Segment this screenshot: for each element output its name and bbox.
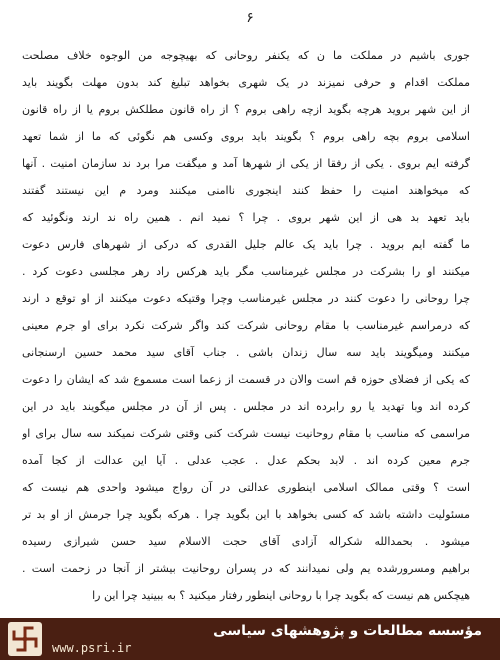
text-line: که میخواهند امنیت را حفظ کنند اینجوری ناامنی میکنند ومرد م این نیستند گفتند	[22, 184, 470, 197]
document-body	[22, 42, 470, 609]
text-line: که درمراسم غیرمناسب با مقام روحانی شرکت کند واگر شرکت نکرد برای او جرم معینی	[22, 319, 470, 332]
text-line: مملکت اقدام و حرفی نمیزند در یک شهری بخواهد تبلیغ کند بدون مهلت بگویند باید	[22, 76, 470, 89]
text-line: میشود . بحمدالله شکراله آزادی آقای حجت الاسلام سید حسن شیرازی رسیده	[22, 535, 470, 548]
text-line: کرده اند وبا تهدید یا رو رابرده اند در مجلس . پس از آن در مجلس میگویند باید در این	[22, 400, 470, 413]
page-number: ۶	[246, 10, 254, 26]
text-line: ما گفته ایم بروید . چرا باید یک عالم جلیل القدری که درکی از شهرهای فارس دعوت	[22, 238, 470, 251]
text-line: جوری باشیم در مملکت ما ن که یکنفر روحانی که بهیچوجه من الوجوه خلاف مصلحت	[22, 49, 470, 62]
text-line: میکنند ومیگویند باید سه سال زندان باشی . جناب آقای سید محمد حسین ارسنجانی	[22, 346, 470, 359]
text-line: چرا روحانی را دعوت کنند در مجلس غیرمناسب وچرا وقتیکه دعوت میکنند از او توقع د ارند	[22, 292, 470, 305]
text-line: براهیم ومسرورشده یم ولی نمیدانند که در پسران روحانیت بیشتر از آنجا در زحمت است .	[22, 562, 470, 575]
text-line: جرم معین کرده اند . لابد بحکم عدل . عجب عدلی . آیا این عدالت از کجا آمده	[22, 454, 470, 467]
institute-url: www.psri.ir	[52, 641, 132, 655]
swastika-logo-icon	[8, 622, 42, 656]
text-line: است ؟ وقتی ممالک اسلامی اینطوری عدالتی در آن رواج میشود واحدی هم نیست که	[22, 481, 470, 494]
text-line: میکنند او را بشرکت در مجلس غیرمناسب مگر باید هرکس راد رهر مجلسی دعوت کرد .	[22, 265, 470, 278]
text-line: مراسمی که مناسب با مقام روحانیت نیست شرکت کنی وقتی شرکت نمیکند سه سال برای او	[22, 427, 470, 440]
footer-watermark-banner	[0, 618, 500, 660]
text-line: مسئولیت داشته باشد که کسی بخواهد با این بگوید چرا . هرکه بگوید چرا جرمش از او بد تر	[22, 508, 470, 521]
text-line: باید تعهد بد هی از این شهر بروی . چرا ؟ نمید انم . همین راه ند ارند ونگوئید که	[22, 211, 470, 224]
text-line: هیچکس هم نیست که بگوید چرا با روحانی اینطور رفتار میکنید ؟ به ببینید چرا این را	[92, 589, 470, 602]
text-line: که یکی از فضلای حوزه قم است والان در قسمت از زعما است مسموع شد که ایشان را دعوت	[22, 373, 470, 386]
text-line: اسلامی بروم بچه راهی بروم ؟ بگویند باید بروی وکسی هم نگوئی که ما از شما تعهد	[22, 130, 470, 143]
institute-name: مؤسسه مطالعات و پژوهشهای سیاسی	[213, 623, 482, 639]
text-line: گرفته ایم بروی . یکی از رفقا از یکی از شهرها آمد و میگفت مرا برد ند سازمان امنیت . آنها	[22, 157, 470, 170]
text-line: از این شهر بروید هرچه بگوید ازچه راهی بروم ؟ از راه قانون مطلکش بروم یا از راه قانون	[22, 103, 470, 116]
